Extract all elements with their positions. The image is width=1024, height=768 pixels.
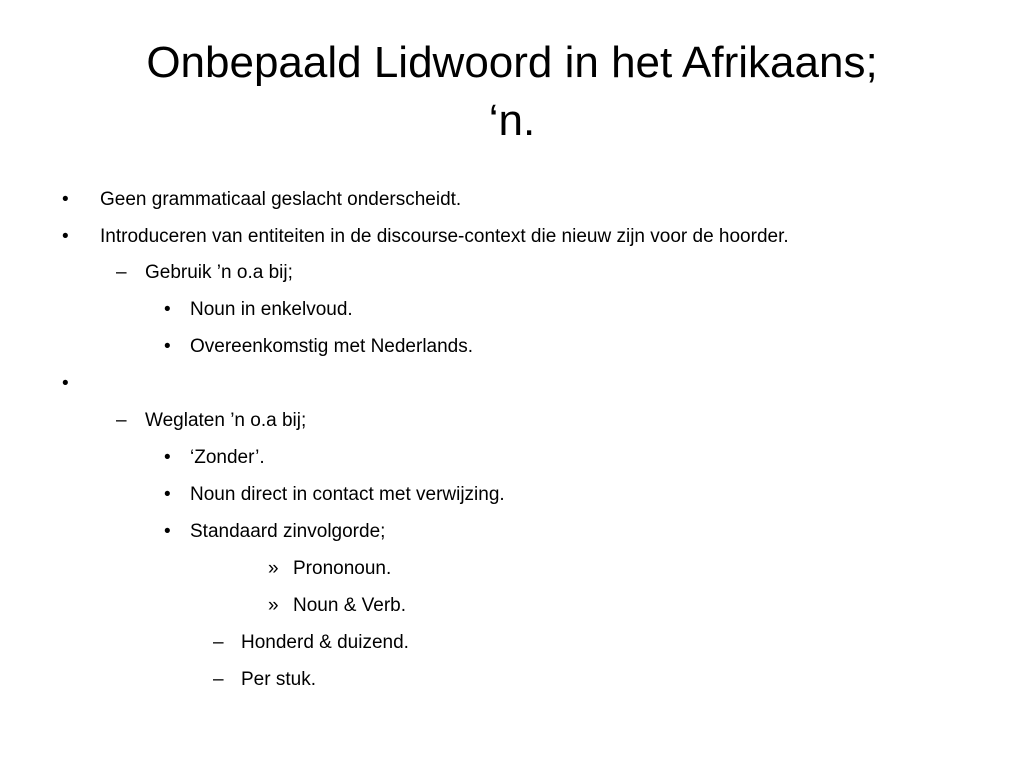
- dash-marker: –: [213, 632, 224, 653]
- bullet-marker: •: [164, 521, 171, 542]
- bullet-marker: •: [164, 484, 171, 505]
- bullet-text: Noun & Verb.: [293, 595, 407, 616]
- dash-marker: –: [116, 262, 127, 283]
- bullet-text: Introduceren van entiteiten in de discourse-context die nieuw zijn voor de hoorder.: [100, 226, 789, 247]
- bullet-text: Per stuk.: [241, 669, 316, 690]
- bullet-marker: •: [164, 447, 171, 468]
- bullet-text: Weglaten ’n o.a bij;: [145, 410, 307, 431]
- dash-marker: –: [116, 410, 127, 431]
- bullet-marker: •: [62, 189, 69, 210]
- bullet-text: Prononoun.: [293, 558, 392, 579]
- bullet-text: Noun in enkelvoud.: [190, 299, 353, 320]
- guillemet-marker: »: [268, 558, 279, 579]
- bullet-marker: •: [62, 226, 69, 247]
- bullet-text: Overeenkomstig met Nederlands.: [190, 336, 474, 357]
- slide-title-line-1: Onbepaald Lidwoord in het Afrikaans;: [146, 38, 878, 87]
- bullet-marker: •: [62, 373, 69, 394]
- bullet-marker: •: [164, 336, 171, 357]
- bullet-marker: •: [164, 299, 171, 320]
- slide-title: [40, 34, 984, 150]
- bullet-text: Noun direct in contact met verwijzing.: [190, 484, 505, 505]
- slide-title-line-2: ‘n.: [488, 96, 536, 145]
- bullet-text: Geen grammaticaal geslacht onderscheidt.: [100, 189, 462, 210]
- guillemet-marker: »: [268, 595, 279, 616]
- bullet-text: Gebruik ’n o.a bij;: [145, 262, 293, 283]
- bullet-text: ‘Zonder’.: [190, 447, 265, 468]
- bullet-text: Standaard zinvolgorde;: [190, 521, 386, 542]
- bullet-text: Honderd & duizend.: [241, 632, 409, 653]
- dash-marker: –: [213, 669, 224, 690]
